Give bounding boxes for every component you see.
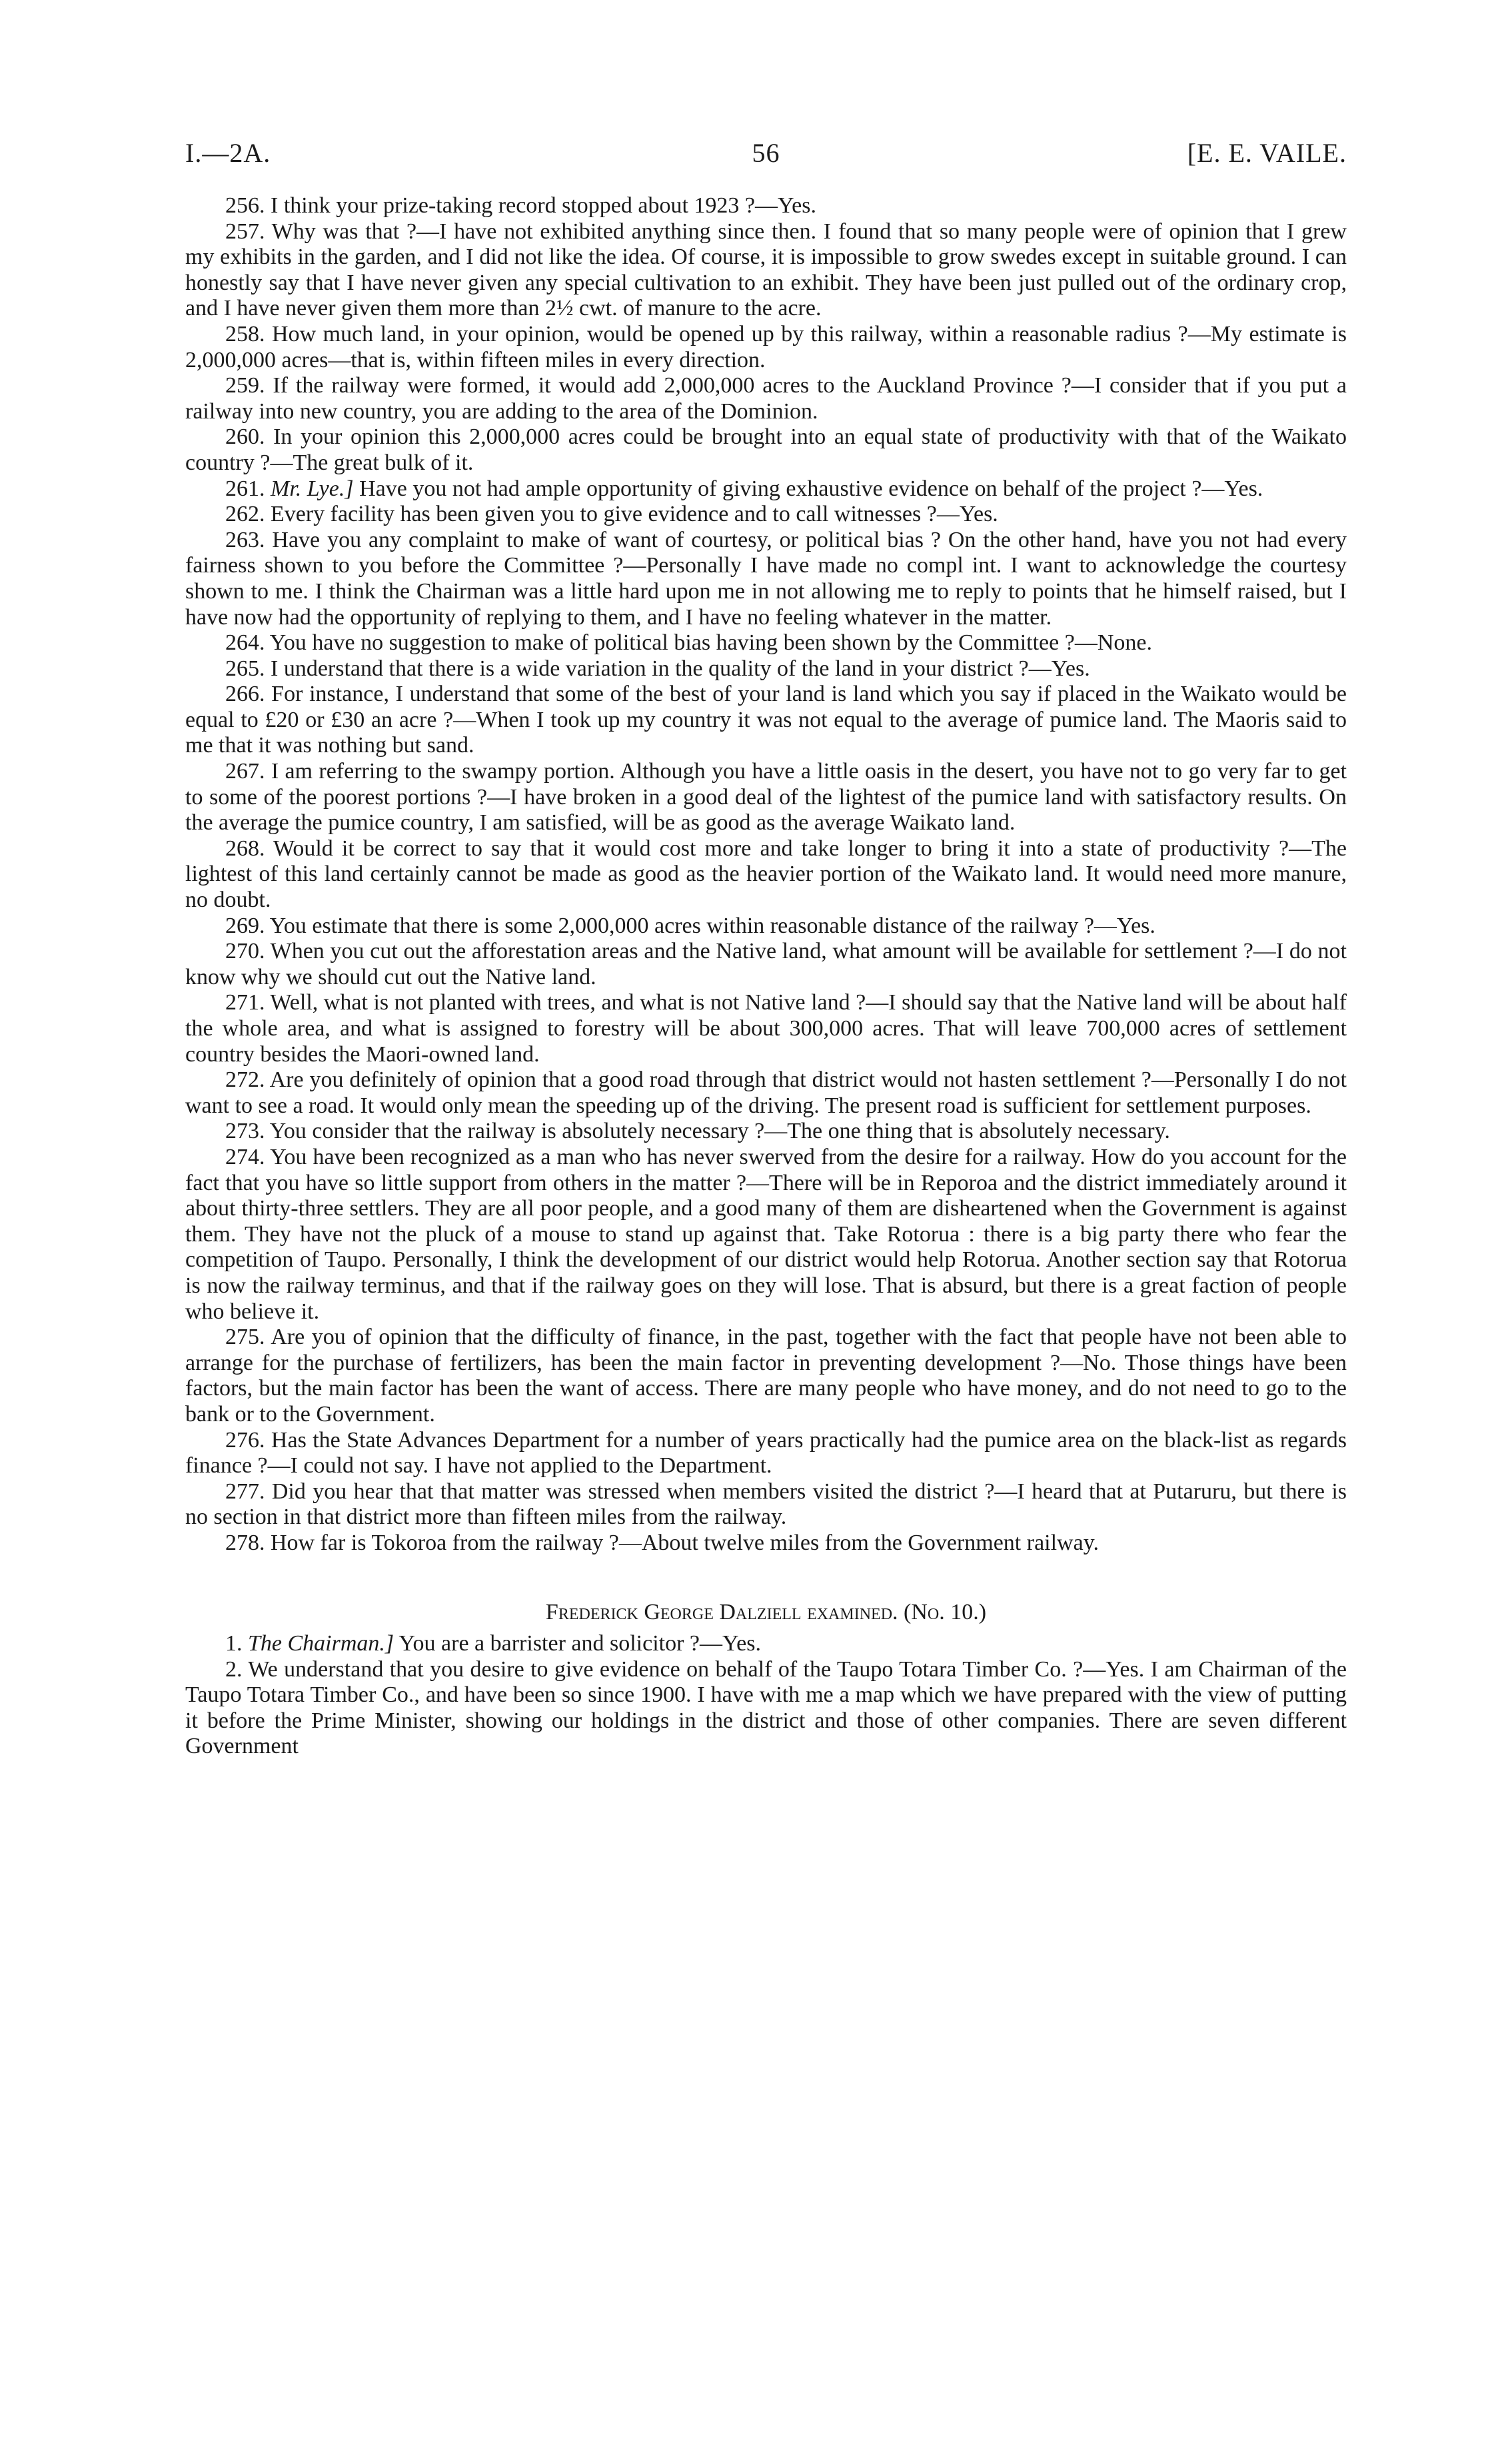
paragraph-265: 265. I understand that there is a wide variation in the quality of the land in your district ?—Yes.: [225, 656, 1090, 681]
paragraph-267: 267. I am referring to the swampy portion. Although you have a little oasis in the desert, you have not to go very far to get to some of the poorest portions ?—I have broken in a good deal of the lightest of the pumice land with satisfactory results. On the average the pumice country, I am satisfied, will be as good as the average Waikato land.: [185, 759, 1347, 836]
witness-heading: [185, 1600, 1347, 1626]
document-body: [185, 193, 1347, 1760]
paragraph-273: 273. You consider that the railway is absolutely necessary ?—The one thing that is absolutely necessary.: [225, 1119, 1170, 1144]
paragraph-268: 268. Would it be correct to say that it would cost more and take longer to bring it into a state of productivity ?—The lightest of this land certainly cannot be made as good as the heavier portion of the Waikato land. It would need more manure, no doubt.: [185, 836, 1347, 913]
paragraph-259: 259. If the railway were formed, it would add 2,000,000 acres to the Auckland Province ?—I consider that if you put a railway into new country, you are adding to the area of the Dominion.: [185, 373, 1347, 424]
paragraph-278: 278. How far is Tokoroa from the railway ?—About twelve miles from the Government railway.: [225, 1530, 1099, 1555]
paragraph-266: 266. For instance, I understand that some of the best of your land is land which you say if placed in the Waikato would be equal to £20 or £30 an acre ?—When I took up my country it was not equal to the average of pumice land. The Maoris said to me that it was nothing but sand.: [185, 682, 1347, 758]
paragraph-256: 256. I think your prize-taking record stopped about 1923 ?—Yes.: [225, 193, 816, 218]
witness-name: Frederick George Dalziell: [545, 1600, 802, 1625]
paragraph-270: 270. When you cut out the afforestation areas and the Native land, what amount will be available for settlement ?—I do not know why we should cut out the Native land.: [185, 939, 1347, 989]
paragraph-263: 263. Have you any complaint to make of want of courtesy, or political bias ? On the other hand, have you not had every fairness shown to you before the Committee ?—Personally I have made no compl int. I want to acknowledge the courtesy shown to me. I think the Chairman was a little hard upon me in not allowing me to reply to points that he himself raised, but I have now had the opportunity of replying to them, and I have no feeling whatever in the matter.: [185, 527, 1347, 630]
paragraph-number: 261.: [225, 476, 265, 501]
paragraph-260: 260. In your opinion this 2,000,000 acres could be brought into an equal state of productivity with that of the Waikato country ?—The great bulk of it.: [185, 424, 1347, 475]
speaker-label: Mr. Lye.]: [271, 476, 354, 501]
paragraph-261: [185, 476, 1347, 502]
paragraph-text: You are a barrister and solicitor ?—Yes.: [398, 1631, 761, 1656]
witness-examined-label: examined. (No. 10.): [807, 1600, 987, 1625]
paragraph-269: 269. You estimate that there is some 2,000,000 acres within reasonable distance of the railway ?—Yes.: [225, 913, 1155, 938]
witness-paragraph-1: [185, 1631, 1347, 1657]
paragraph-276: 276. Has the State Advances Department for a number of years practically had the pumice area on the black-list as regards finance ?—I could not say. I have not applied to the Department.: [185, 1427, 1347, 1479]
page-header: [185, 137, 1347, 177]
paragraph-277: 277. Did you hear that that matter was stressed when members visited the district ?—I heard that at Putaruru, but there is no section in that district more than fifteen miles from the railway.: [185, 1479, 1347, 1530]
paragraph-number: 1.: [225, 1631, 243, 1656]
paragraph-258: 258. How much land, in your opinion, would be opened up by this railway, within a reasonable radius ?—My estimate is 2,000,000 acres—that is, within fifteen miles in every direction.: [185, 321, 1347, 372]
paragraph-262: 262. Every facility has been given you to give evidence and to call witnesses ?—Yes.: [225, 502, 998, 527]
paragraph-274: 274. You have been recognized as a man who has never swerved from the desire for a railway. How do you account for the fact that you have so little support from others in the matter ?—There will be in Reporoa and the district immediately around it about thirty-three settlers. They are all poor people, and a good many of them are disheartened when the Government is against them. They have not the pluck of a mouse to stand up against that. Take Rotorua : there is a big party there who fear the competition of Taupo. Personally, I think the development of our district would help Rotorua. Another section say that Rotorua is now the railway terminus, and that if the railway goes on they will lose. That is absurd, but there is a great faction of people who believe it.: [185, 1144, 1347, 1324]
page-number: 56: [752, 138, 780, 168]
paragraph-271: 271. Well, what is not planted with trees, and what is not Native land ?—I should say that the Native land will be about half the whole area, and what is assigned to forestry will be about 300,000 acres. That will leave 700,000 acres of settlement country besides the Maori-owned land.: [185, 990, 1347, 1067]
witness-paragraph-2: 2. We understand that you desire to give evidence on behalf of the Taupo Totara Timber Co. ?—Yes. I am Chairman of the Taupo Totara Timber Co., and have been so since 1900. I have with me a map which we have prepared with the view of putting it before the Prime Minister, showing our holdings in the district and those of other companies. There are seven different Government: [185, 1656, 1347, 1759]
paragraph-264: 264. You have no suggestion to make of political bias having been shown by the Committee ?—None.: [225, 630, 1152, 656]
speaker-label: The Chairman.]: [248, 1631, 394, 1656]
paragraph-text: Have you not had ample opportunity of giving exhaustive evidence on behalf of the project ?—Yes.: [359, 476, 1263, 501]
witness-ref: [E. E. VAILE.: [1187, 138, 1347, 168]
paragraph-257: 257. Why was that ?—I have not exhibited anything since then. I found that so many people were of opinion that I grew my exhibits in the garden, and I did not like the idea. Of course, it is impossible to grow swedes except in suitable ground. I can honestly say that I have never given any special cultivation to an exhibit. They have been just pulled out of the ordinary crop, and I have never given them more than 2½ cwt. of manure to the acre.: [185, 219, 1347, 321]
paragraph-275: 275. Are you of opinion that the difficulty of finance, in the past, together with the fact that people have not been able to arrange for the purchase of fertilizers, has been the main factor in preventing development ?—No. Those things have been factors, but the main factor has been the want of access. There are many people who have money, and do not need to go to the bank or to the Government.: [185, 1325, 1347, 1427]
paragraph-272: 272. Are you definitely of opinion that a good road through that district would not hasten settlement ?—Personally I do not want to see a road. It would only mean the speeding up of the driving. The present road is sufficient for settlement purposes.: [185, 1067, 1347, 1118]
parliamentary-paper-ref: I.—2A.: [185, 138, 271, 168]
